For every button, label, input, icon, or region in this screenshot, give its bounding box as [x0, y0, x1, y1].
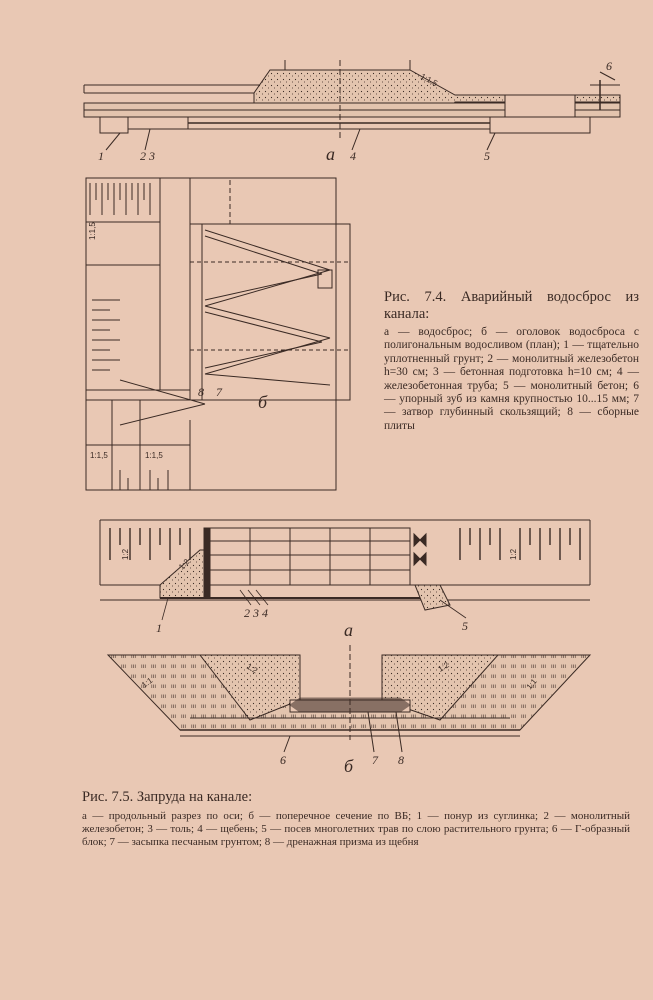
fig75-b-slope-1: 1:1 — [139, 675, 155, 690]
fig75-b-slope-3: 1:2 — [436, 660, 451, 674]
fig75-a-slope-left2: 1:2 — [177, 557, 192, 572]
fig75-a-label-5: 5 — [462, 619, 468, 633]
fig74-b-slope-1: 1:1,5 — [88, 222, 97, 240]
fig75-b-slope-2: 1:2 — [245, 661, 260, 676]
fig75-a-label-1: 1 — [156, 621, 162, 635]
fig74-b-slope-ticks — [90, 183, 168, 490]
fig75-b-label-6: 6 — [280, 753, 286, 767]
fig74-caption-body: а — водосброс; б — оголовок водосброса с полигональным водосливом (план); 1 — тщательно уплотненный грунт; 2 — монолитный железобетон h=30 см; 3 — бетонная подготовка h=10 см; 4 — железобетонная труба; 5 — монолитный бетон; 6 — упорный зуб из камня крупностью 10...15 мм; 7 — затвор глубинный скользящий; 8 — сборные плиты — [384, 326, 639, 432]
fig74-caption — [384, 289, 639, 433]
fig75-a-label-3: 3 — [253, 606, 259, 620]
fig74-a-slope: 1:1,5 — [419, 71, 439, 89]
fig74-b-slope-2: 1:1,5 — [90, 451, 108, 460]
fig75-b-section — [108, 645, 590, 752]
fig75-a-section — [100, 520, 590, 610]
fig75-a-sublabel: а — [344, 620, 353, 640]
fig74-b-label-7: 7 — [216, 385, 222, 399]
fig74-b-plan — [86, 178, 350, 490]
fig75-b-sublabel: б — [344, 756, 354, 776]
fig75-a-label-2: 2 — [244, 606, 250, 620]
fig74-a-label-4: 4 — [350, 149, 356, 163]
fig75-b-slope-4: 1:1 — [524, 676, 539, 692]
fig74-a-label-6: 6 — [606, 59, 612, 73]
fig75-b-label-8: 8 — [398, 753, 404, 767]
fig75-caption — [82, 789, 630, 850]
fig74-b-label-8: 8 — [198, 385, 204, 399]
fig74-b-slope-3: 1:1,5 — [145, 451, 163, 460]
fig74-a-sublabel: а — [326, 144, 335, 164]
fig75-a-slope-right: 1:2 — [509, 548, 518, 560]
fig75-caption-title: Рис. 7.5. Запруда на канале: — [82, 789, 253, 805]
fig75-b-label-7: 7 — [372, 753, 378, 767]
fig74-a-label-1: 1 — [98, 149, 104, 163]
fig75-a-valve-icons — [414, 534, 426, 565]
fig74-a-section — [84, 60, 620, 150]
fig74-b-sublabel: б — [258, 392, 268, 412]
fig75-a-slope-left: 1:2 — [121, 548, 130, 560]
fig75-caption-body: а — продольный разрез по оси; б — поперечное сечение по ВБ; 1 — понур из суглинка; 2 — монолитный железобетон; 3 — толь; 4 — щебень; 5 — посев многолетних трав по слою растительного грунта; 6 — Г-образный блок; 7 — засыпка песчаным грунтом; 8 — дренажная призма из щебня — [82, 810, 630, 849]
fig74-a-label-5: 5 — [484, 149, 490, 163]
fig75-a-label-4: 4 — [262, 606, 268, 620]
fig74-a-label-23: 2 3 — [140, 149, 155, 163]
fig74-caption-title: Рис. 7.4. Аварийный водосброс из канала: — [384, 289, 639, 322]
